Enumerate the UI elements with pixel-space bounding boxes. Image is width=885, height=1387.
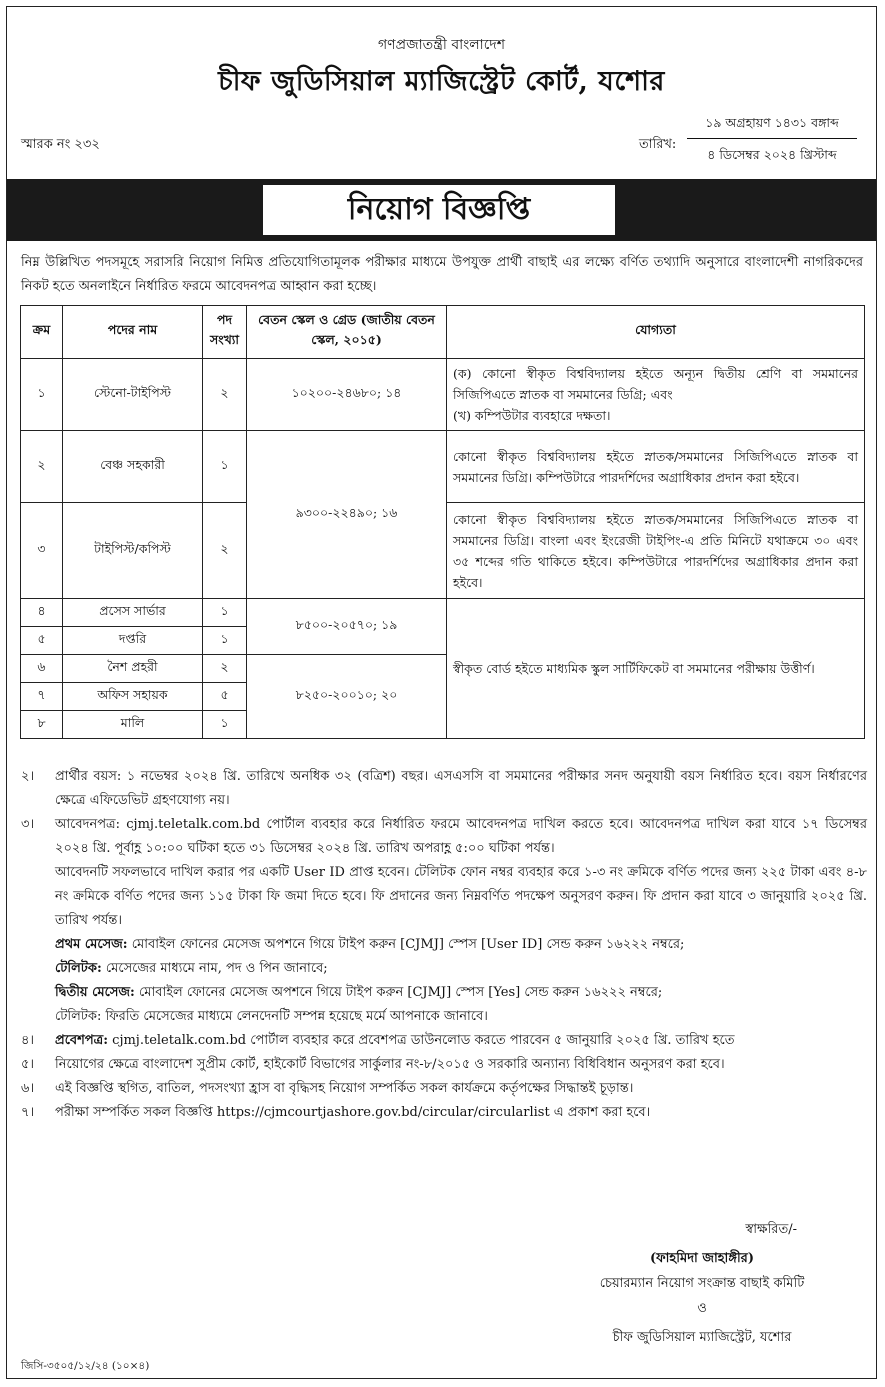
row-scale: ৮২৫০-২০০১০; ২০	[247, 655, 447, 739]
teletalk-text: মেসেজের মাধ্যমে নাম, পদ ও পিন জানাবে;	[105, 961, 328, 976]
row-serial: ৩	[21, 503, 63, 599]
row-serial: ৭	[21, 683, 63, 711]
print-code: জিসি-৩৫০৫/১২/২৪ (১০×৪)	[21, 1360, 150, 1372]
posts-table	[20, 305, 865, 739]
row-count: ১	[203, 627, 247, 655]
row-serial: ৪	[21, 599, 63, 627]
note-number: ৪।	[21, 1033, 35, 1048]
row-count: ২	[203, 503, 247, 599]
date-label: তারিখ:	[639, 137, 677, 152]
row-scale: ১০২০০-২৪৬৮০; ১৪	[247, 359, 447, 431]
first-message	[55, 933, 867, 957]
row-post: দপ্তরি	[63, 627, 203, 655]
row-post: প্রসেস সার্ভার	[63, 599, 203, 627]
header-serial: ক্রম	[21, 306, 63, 359]
notice-title: নিয়োগ বিজ্ঞপ্তি	[263, 185, 615, 235]
row-post: টাইপিস্ট/কপিস্ট	[63, 503, 203, 599]
note-text: এই বিজ্ঞপ্তি স্থগিত, বাতিল, পদসংখ্যা হ্রাস বা বৃদ্ধিসহ নিয়োগ সম্পর্কিত সকল কার্যক্রমে কর্তৃপক্ষের সিদ্ধান্তই চূড়ান্ত।	[55, 1081, 634, 1096]
header-post: পদের নাম	[63, 306, 203, 359]
row-serial: ৬	[21, 655, 63, 683]
date-english: ৪ ডিসেম্বর ২০২৪ খ্রিস্টাব্দ	[707, 147, 837, 162]
row-post: মালি	[63, 711, 203, 739]
row-qualification	[447, 359, 865, 431]
table-row	[21, 599, 865, 627]
table-row	[21, 359, 865, 431]
row-count: ৫	[203, 683, 247, 711]
signature-and: ও	[697, 1301, 707, 1316]
notice-page	[6, 6, 877, 1379]
date-box	[687, 115, 857, 167]
table-row	[21, 431, 865, 503]
signatory-designation: চেয়ারম্যান নিয়োগ সংক্রান্ত বাছাই কমিটি	[599, 1276, 805, 1291]
note-text: প্রার্থীর বয়স: ১ নভেম্বর ২০২৪ খ্রি. তারিখে অনধিক ৩২ (বত্রিশ) বছর। এসএসসি বা সমমানের পরীক্ষার সনদ অনুযায়ী বয়স নির্ধারিত হবে। বয়স নির্ধারণের ক্ষেত্রে এফিডেভিট গ্রহণযোগ্য নয়।	[55, 769, 867, 808]
note-text: নিয়োগের ক্ষেত্রে বাংলাদেশ সুপ্রীম কোর্ট, হাইকোর্ট বিভাগের সার্কুলার নং-৮/২০১৫ ও সরকারি অন্যান্য বিধিবিধান অনুসরণ করা হবে।	[55, 1057, 725, 1072]
row-post: অফিস সহায়ক	[63, 683, 203, 711]
note-admit-card	[21, 1029, 867, 1053]
first-message-text: মোবাইল ফোনের মেসেজ অপশনে গিয়ে টাইপ করুন [CJMJ] স্পেস [User ID] সেন্ড করুন ১৬২২২ নম্বরে;	[131, 937, 685, 952]
row-count: ১	[203, 599, 247, 627]
teletalk-confirm: টেলিটক: ফিরতি মেসেজের মাধ্যমে লেনদেনটি সম্পন্ন হয়েছে মর্মে আপনাকে জানাবে।	[55, 1009, 488, 1024]
admit-card-label: প্রবেশপত্র:	[55, 1033, 109, 1048]
row-post: বেঞ্চ সহকারী	[63, 431, 203, 503]
row-count: ১	[203, 711, 247, 739]
row-post: নৈশ প্রহরী	[63, 655, 203, 683]
note-number: ৩।	[21, 817, 35, 832]
note-application	[21, 813, 867, 1029]
court-name: চীফ জুডিসিয়াল ম্যাজিস্ট্রেট কোর্ট, যশোর	[218, 66, 665, 97]
row-qualification: স্বীকৃত বোর্ড হইতে মাধ্যমিক স্কুল সার্টিফিকেট বা সমমানের পরীক্ষায় উত্তীর্ণ।	[447, 599, 865, 739]
row-serial: ৫	[21, 627, 63, 655]
row-scale: ৮৫০০-২০৫৭০; ১৯	[247, 599, 447, 655]
second-message	[55, 981, 867, 1005]
row-serial: ২	[21, 431, 63, 503]
note-text: পরীক্ষা সম্পর্কিত সকল বিজ্ঞপ্তি https://cjmcourtjashore.gov.bd/circular/circularlist এ প্রকাশ করা হবে।	[55, 1105, 651, 1120]
note-number: ৫।	[21, 1057, 35, 1072]
row-qualification: কোনো স্বীকৃত বিশ্ববিদ্যালয় হইতে স্নাতক/সমমানের সিজিপিএতে স্নাতক বা সমমানের ডিগ্রি। বাংলা এবং ইংরেজী টাইপিং-এ প্রতি মিনিটে যথাক্রমে ৩০ এবং ৩৫ শব্দের গতি থাকিতে হইবে। কম্পিউটারে পারদর্শিদের অগ্রাধিকার প্রদান করা হইবে।	[447, 503, 865, 599]
signatory-office: চীফ জুডিসিয়াল ম্যাজিস্ট্রেট, যশোর	[612, 1330, 792, 1345]
table-header-row	[21, 306, 865, 359]
row-count: ২	[203, 655, 247, 683]
note-text: আবেদনটি সফলভাবে দাখিল করার পর একটি User ID প্রাপ্ত হবেন। টেলিটক ফোন নম্বর ব্যবহার করে ১-৩ নং ক্রমিকে বর্ণিত পদের জন্য ২২৫ টাকা এবং ৪-৮ নং ক্রমিকে বর্ণিত পদের জন্য ১১৫ টাকা ফি জমা দিতে হবে। ফি প্রদানের জন্য নিম্নবর্ণিত পদক্ষেপ অনুসরণ করুন। ফি প্রদান করা যাবে ৩ জানুয়ারি ২০২৫ খ্রি. তারিখ পর্যন্ত।	[55, 865, 867, 928]
note-age	[21, 765, 867, 813]
row-serial: ১	[21, 359, 63, 431]
note-text: আবেদনপত্র: cjmj.teletalk.com.bd পোর্টাল ব্যবহার করে নির্ধারিত ফরমে আবেদনপত্র দাখিল করতে হবে। আবেদনপত্র দাখিল করা যাবে ১৭ ডিসেম্বর ২০২৪ খ্রি. পূর্বাহ্ণ ১০:০০ ঘটিকা হতে ৩১ ডিসেম্বর ২০২৪ খ্রি. তারিখ অপরাহ্ণ ৫:০০ ঘটিকা পর্যন্ত।	[55, 817, 867, 856]
qualification-a: (ক) কোনো স্বীকৃত বিশ্ববিদ্যালয় হইতে অন্যূন দ্বিতীয় শ্রেণি বা সমমানের সিজিপিএতে স্নাতক বা সমমানের ডিগ্রি; এবং	[453, 366, 858, 402]
intro-paragraph: নিম্ন উল্লিখিত পদসমূহে সরাসরি নিয়োগ নিমিত্ত প্রতিযোগিতামূলক পরীক্ষার মাধ্যমে উপযুক্ত প্রার্থী বাছাই এর লক্ষ্যে বর্ণিত তথ্যাদি অনুসারে বাংলাদেশী নাগরিকদের নিকট হতে অনলাইনে নির্ধারিত ফরমে আবেদনপত্র আহ্বান করা হচ্ছে।	[21, 255, 863, 294]
note-text: cjmj.teletalk.com.bd পোর্টাল ব্যবহার করে প্রবেশপত্র ডাউনলোড করতে পারবেন ৫ জানুয়ারি ২০২৫ খ্রি. তারিখ হতে	[112, 1033, 735, 1048]
signature-block	[547, 1217, 857, 1350]
signed-text: স্বাক্ষরিত/-	[745, 1222, 797, 1237]
date-bangla: ১৯ অগ্রহায়ণ ১৪৩১ বঙ্গাব্দ	[687, 115, 857, 139]
row-post: স্টেনো-টাইপিস্ট	[63, 359, 203, 431]
government-name: গণপ্রজাতন্ত্রী বাংলাদেশ	[378, 37, 505, 53]
row-qualification: কোনো স্বীকৃত বিশ্ববিদ্যালয় হইতে স্নাতক/সমমানের সিজিপিএতে স্নাতক বা সমমানের ডিগ্রি। কম্পিউটারে পারদর্শিদের অগ্রাধিকার প্রদান করা হইবে।	[447, 431, 865, 503]
note-website	[21, 1101, 867, 1125]
second-message-text: মোবাইল ফোনের মেসেজ অপশনে গিয়ে টাইপ করুন [CJMJ] স্পেস [Yes] সেন্ড করুন ১৬২২২ নম্বরে;	[138, 985, 663, 1000]
first-message-label: প্রথম মেসেজ:	[55, 937, 128, 952]
second-message-label: দ্বিতীয় মেসেজ:	[55, 985, 135, 1000]
title-banner	[7, 179, 876, 241]
header-count: পদ সংখ্যা	[203, 306, 247, 359]
teletalk-reply	[55, 957, 867, 981]
note-rules	[21, 1053, 867, 1077]
row-count: ১	[203, 431, 247, 503]
note-number: ২।	[21, 769, 35, 784]
row-serial: ৮	[21, 711, 63, 739]
row-count: ২	[203, 359, 247, 431]
memo-number: স্মারক নং ২৩২	[21, 137, 100, 152]
row-scale: ৯৩০০-২২৪৯০; ১৬	[247, 431, 447, 599]
signatory-name: (ফাহমিদা জাহাঙ্গীর)	[650, 1251, 754, 1266]
qualification-b: (খ) কম্পিউটার ব্যবহারে দক্ষতা।	[453, 408, 611, 423]
notes-section	[21, 765, 867, 1125]
note-number: ৬।	[21, 1081, 35, 1096]
header-qualification: যোগ্যতা	[447, 306, 865, 359]
teletalk-label: টেলিটক:	[55, 961, 102, 976]
note-number: ৭।	[21, 1105, 35, 1120]
note-authority	[21, 1077, 867, 1101]
header-scale: বেতন স্কেল ও গ্রেড (জাতীয় বেতন স্কেল, ২০১৫)	[247, 306, 447, 359]
